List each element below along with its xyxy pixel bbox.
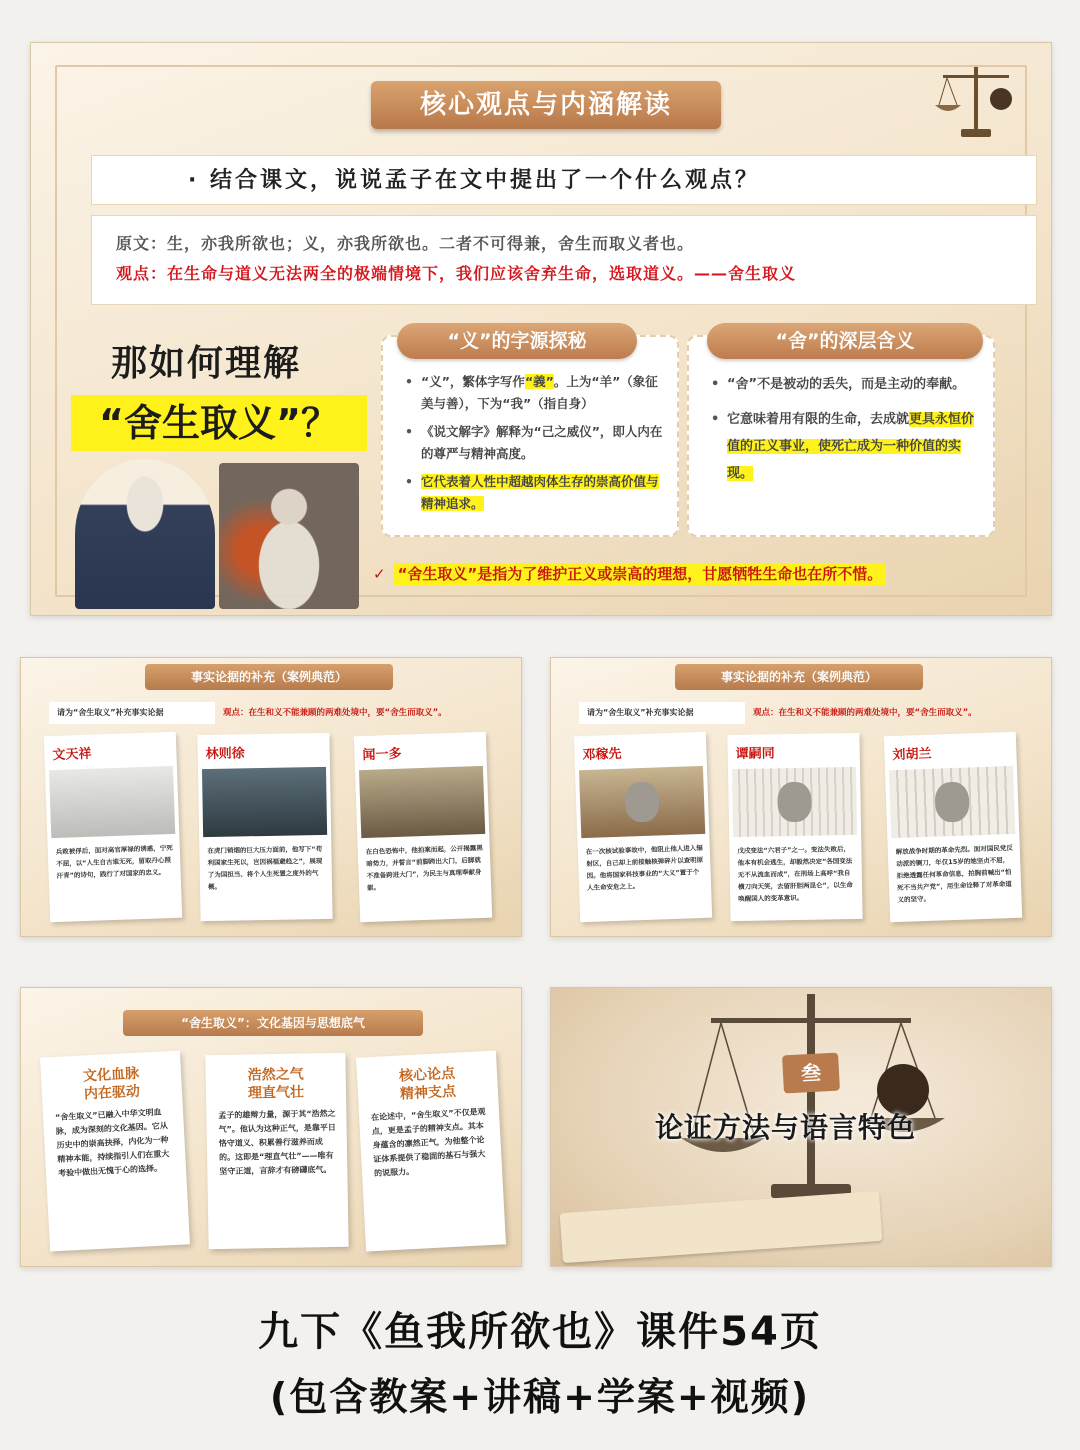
section-title: 论证方法与语言特色 [655,1111,917,1144]
scroll-image [560,1191,883,1263]
case-card [884,732,1022,922]
note-text: “舍生取义”已融入中华文明血脉，成为深刻的文化基因。它从历史中的崇高抉择，内化为一种精神本能，持续指引人们在重大考验中做出无愧于心的选择。 [54,1107,170,1179]
case-description: 戊戌变法“六君子”之一。变法失败后，他本有机会逃生，却毅然决定“各国变法无不从流血而成”，在刑场上高呼“我自横刀向天笑，去留肝胆两昆仑”，以生命唤醒国人的变革意识。 [737,845,853,904]
she-card-list [707,371,983,495]
slide-title: 核心观点与内涵解读 [371,81,721,129]
section-number: 叁 [782,1053,840,1094]
case-description: 在虎门销烟的巨大压力面前，他写下“苟利国家生死以，岂因祸福避趋之”，展现了为国担当、将个人生死置之度外的气概。 [207,845,323,892]
she-card-title: “舍”的深层含义 [707,323,983,359]
list-item: • “舍”不是被动的丢失，而是主动的奉献。 [707,371,983,398]
original-text: 原文：生，亦我所欲也；义，亦我所欲也。二者不可得兼，舍生而取义者也。 [116,234,695,253]
she-meaning-card [687,330,995,537]
slide-cultural-gene [20,987,522,1267]
sage-portrait-image [75,459,215,609]
yi-card-title: “义”的字源探秘 [397,323,637,359]
case-image [49,766,175,838]
slide-title: 事实论据的补充（案例典范） [145,664,393,690]
case-card [574,732,712,922]
case-description: 在白色恐怖中，他拍案而起，公开揭露黑暗势力，并誓言“前脚跨出大门，后脚就不准备跨进大门”，为民主与真理奉献身躯。 [365,843,483,892]
case-description: 解放战争时期的革命先烈。面对国民党反动派的铡刀，年仅15岁的她坚贞不屈，拒绝透露任何革命信息，拍胸前喊出“怕死不当共产党”，用生命诠释了对革命道义的坚守。 [895,843,1013,904]
how-to-understand-heading: 那如何理解 [111,343,302,384]
balance-scale-icon [671,988,951,1218]
list-item: • 它代表着人性中超越肉体生存的崇高价值与精神追求。 [401,471,667,515]
case-name: 刘胡兰 [892,746,932,764]
slide-case-examples-1 [20,657,522,937]
note-card [356,1050,506,1251]
case-image [889,766,1015,838]
case-name: 邓稼先 [582,746,622,764]
conclusion-text: “舍生取义”是指为了维护正义或崇高的理想，甘愿牺牲生命也在所不惜。 [394,563,887,585]
slide-title: “舍生取义”：文化基因与思想底气 [123,1010,423,1036]
case-description: 兵败被俘后，面对高官厚禄的诱惑，宁死不屈，以“人生自古谁无死，留取丹心照汗青”的诗句，践行了对国家的忠义。 [55,843,173,880]
case-card [44,732,182,922]
task-label: 请为“舍生取义”补充事实论据 [49,702,215,724]
slide-case-examples-2 [550,657,1052,937]
check-icon: ✓ [373,565,386,583]
case-card [197,733,332,921]
caption-line-1: 九下《鱼我所欲也》课件54页 [258,1309,822,1355]
note-card [205,1053,348,1249]
case-card [727,733,862,921]
list-item: • “义”，繁体字写作“義”。上为“羊”（象征美与善），下为“我”（指自身） [401,371,667,415]
case-name: 文天祥 [52,746,92,764]
slide-core-viewpoint [30,42,1052,616]
viewpoint-label: 观点：在生和义不能兼顾的两难处境中，要“舍生而取义”。 [753,708,977,718]
note-text: 在论述中，“舍生取义”不仅是观点，更是孟子的精神支点。其本身蕴含的凛然正气，为他整个论证体系提供了稳固的基石与强大的说服力。 [370,1107,486,1179]
conclusion-line [373,559,1027,589]
how-to-understand-quote: “舍生取义”？ [71,395,367,451]
case-name: 林则徐 [205,746,245,763]
case-name: 谭嗣同 [735,746,775,763]
note-title: 文化血脉 内在驱动 [82,1065,141,1103]
list-item: • 它意味着用有限的生命，去成就更具永恒价值的正义事业，使死亡成为一种价值的实现。 [707,406,983,487]
question-text: · 结合课文，说说孟子在文中提出了一个什么观点？ [91,155,1037,205]
viewpoint-text: 观点：在生命与道义无法两全的极端情境下，我们应该舍弃生命，选取道义。——舍生取义 [116,264,797,283]
task-label: 请为“舍生取义”补充事实论据 [579,702,745,724]
note-title: 浩然之气 理直气壮 [247,1066,305,1102]
note-text: 孟子的雄辩力量，源于其“浩然之气”。他认为这种正气，是靠平日恪守道义、积累善行滋养而成的。这即是“理直气壮”——唯有坚守正道，言辞才有磅礴底气。 [218,1108,336,1177]
list-item: • 《说文解字》解释为“己之威仪”，即人内在的尊严与精神高度。 [401,421,667,465]
balance-scale-icon [931,57,1021,147]
caption-line-2: (包含教案+讲稿+学案+视频) [269,1375,811,1419]
case-image [732,767,857,837]
slide-section-three [550,987,1052,1267]
case-image [579,766,705,838]
note-title: 核心论点 精神支点 [398,1065,457,1103]
viewpoint-label: 观点：在生和义不能兼顾的两难处境中，要“舍生而取义”。 [223,708,447,718]
case-card [354,732,492,922]
yi-origin-card [381,330,679,537]
yi-card-list [401,371,667,521]
case-description: 在一次核试验事故中，他阻止他人进入辐射区，自己却上前接触核弹碎片以查明原因。他将国家科技事业的“大义”置于个人生命安危之上。 [585,843,704,892]
slide-title: 事实论据的补充（案例典范） [675,664,923,690]
case-image [359,766,485,838]
warrior-portrait-image [219,463,359,609]
note-card [40,1050,190,1251]
case-image [202,767,327,837]
case-name: 闻一多 [362,746,402,764]
original-text-box [91,215,1037,305]
